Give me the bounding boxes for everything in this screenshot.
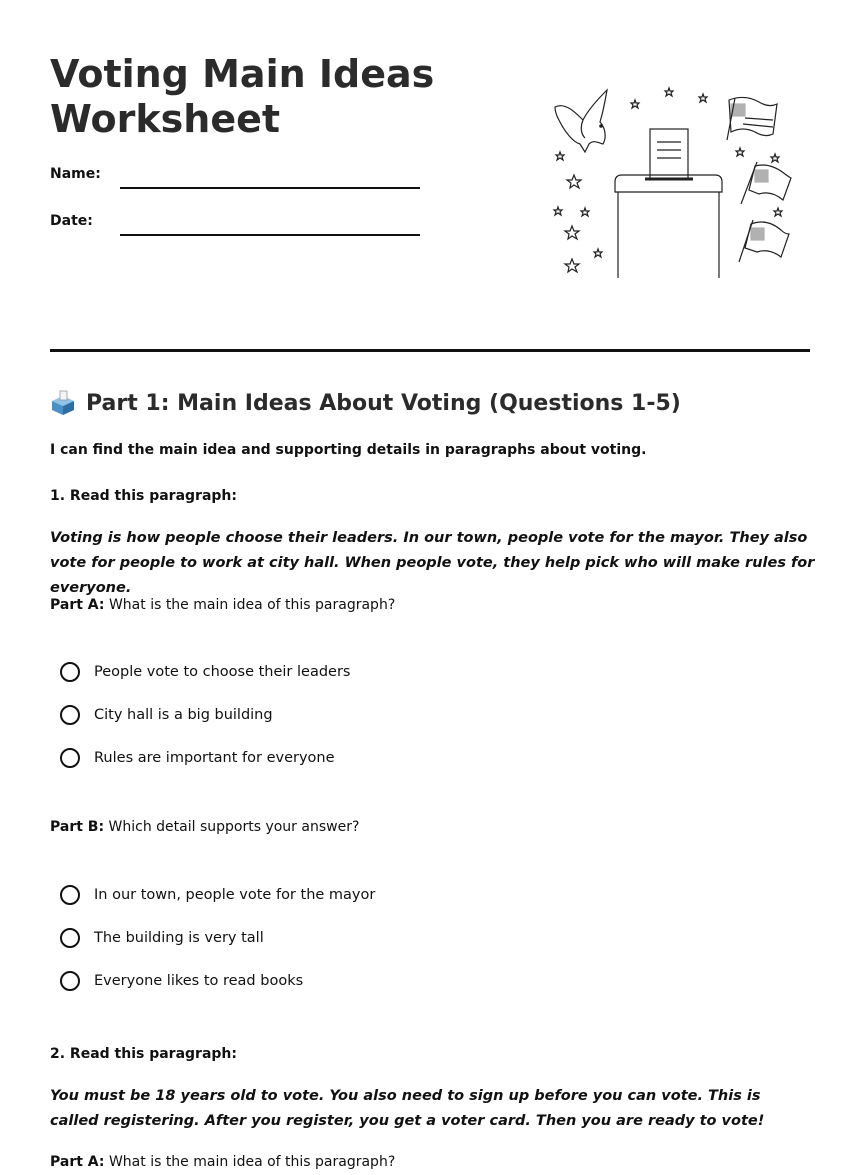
radio-button[interactable] bbox=[60, 705, 80, 725]
q2-paragraph: You must be 18 years old to vote. You also need to sign up before you can vote. This is called registering. After you register, you get a voter card. Then you are ready to vote! bbox=[50, 1088, 765, 1129]
q1-part-b bbox=[50, 815, 815, 840]
q1-paragraph: Voting is how people choose their leaders. In our town, people vote for the mayor. They also vote for people to work at city hall. When people vote, they help pick who will make rules for everyone. bbox=[50, 530, 815, 596]
q1a-option-3[interactable] bbox=[60, 748, 335, 768]
section-divider bbox=[50, 349, 810, 352]
flag-icons bbox=[727, 97, 791, 262]
radio-button[interactable] bbox=[60, 748, 80, 768]
option-label: City hall is a big building bbox=[94, 707, 273, 723]
name-input-line[interactable] bbox=[120, 187, 420, 189]
part-b-question: Which detail supports your answer? bbox=[108, 819, 360, 835]
q1a-option-2[interactable] bbox=[60, 705, 273, 725]
date-input-line[interactable] bbox=[120, 234, 420, 236]
part1-heading bbox=[50, 390, 681, 416]
radio-button[interactable] bbox=[60, 971, 80, 991]
radio-button[interactable] bbox=[60, 928, 80, 948]
date-label: Date: bbox=[50, 213, 93, 229]
q1-part-a bbox=[50, 593, 815, 618]
voting-illustration bbox=[545, 82, 795, 282]
part-a-label: Part A: bbox=[50, 1154, 105, 1170]
radio-button[interactable] bbox=[60, 885, 80, 905]
q2-heading: 2. Read this paragraph: bbox=[50, 1046, 237, 1062]
ballot-box-icon bbox=[50, 390, 76, 416]
q1b-option-2[interactable] bbox=[60, 928, 264, 948]
learning-objective: I can find the main idea and supporting details in paragraphs about voting. bbox=[50, 442, 647, 458]
option-label: The building is very tall bbox=[94, 930, 264, 946]
q2-part-a bbox=[50, 1150, 815, 1175]
part-a-question: What is the main idea of this paragraph? bbox=[108, 597, 396, 613]
q1-heading: 1. Read this paragraph: bbox=[50, 488, 237, 504]
part1-title: Part 1: Main Ideas About Voting (Questions 1-5) bbox=[86, 390, 681, 416]
option-label: Everyone likes to read books bbox=[94, 973, 304, 989]
option-label: In our town, people vote for the mayor bbox=[94, 887, 376, 903]
radio-button[interactable] bbox=[60, 662, 80, 682]
q1a-option-1[interactable] bbox=[60, 662, 350, 682]
option-label: People vote to choose their leaders bbox=[94, 664, 351, 680]
part-a-question: What is the main idea of this paragraph? bbox=[108, 1154, 396, 1170]
ballot-box-icon bbox=[615, 129, 722, 278]
worksheet-title: Voting Main Ideas Worksheet bbox=[50, 52, 435, 141]
part-b-label: Part B: bbox=[50, 819, 105, 835]
q1b-option-3[interactable] bbox=[60, 971, 303, 991]
name-label: Name: bbox=[50, 166, 101, 182]
q1b-option-1[interactable] bbox=[60, 885, 375, 905]
part-a-label: Part A: bbox=[50, 597, 105, 613]
eagle-icon bbox=[555, 90, 607, 152]
option-label: Rules are important for everyone bbox=[94, 750, 335, 766]
